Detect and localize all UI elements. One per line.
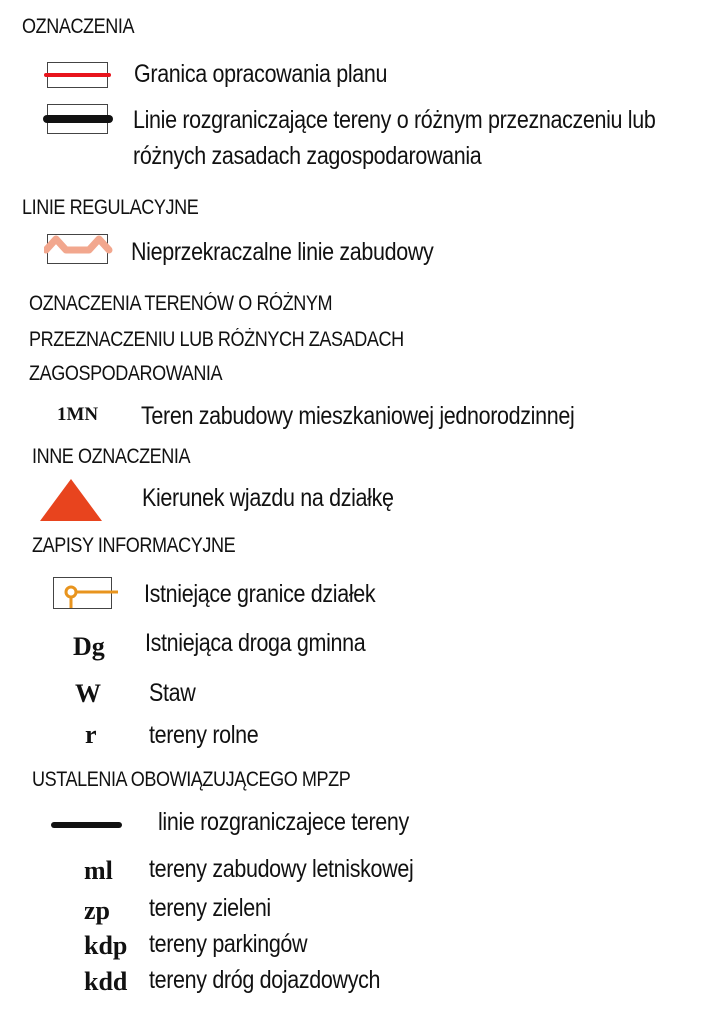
item-linie-mpzp: linie rozgraniczajece tereny <box>158 808 409 836</box>
code-r: r <box>85 720 97 749</box>
item-ml: tereny zabudowy letniskowej <box>149 855 414 883</box>
item-linie-rozgr-1: Linie rozgraniczające tereny o różnym przeznaczeniu lub <box>133 106 656 134</box>
section-tereny-line2: PRZEZNACZENIU LUB RÓŻNYCH ZASADACH <box>29 328 404 351</box>
item-teren-mn: Teren zabudowy mieszkaniowej jednorodzinnej <box>141 402 575 430</box>
dividing-line-symbol <box>47 104 108 134</box>
item-kdd: tereny dróg dojazdowych <box>149 966 381 994</box>
parcel-boundary-icon <box>54 578 120 610</box>
code-ml: ml <box>84 856 113 885</box>
code-kdd: kdd <box>84 967 128 996</box>
red-line-icon <box>44 73 111 77</box>
item-w: Staw <box>149 679 196 707</box>
item-linie-rozgr-2: różnych zasadach zagospodarowania <box>133 142 482 170</box>
plan-boundary-symbol <box>47 62 108 88</box>
mpzp-line-symbol <box>51 822 122 828</box>
section-linie-regulacyjne: LINIE REGULACYJNE <box>22 196 199 219</box>
item-kierunek: Kierunek wjazdu na działkę <box>142 484 394 512</box>
code-kdp: kdp <box>84 931 128 960</box>
code-zp: zp <box>84 896 110 925</box>
item-zp: tereny zieleni <box>149 894 271 922</box>
section-ustalenia: USTALENIA OBOWIĄZUJĄCEGO MPZP <box>32 768 351 791</box>
code-w: W <box>75 679 101 708</box>
entry-arrow-icon <box>38 477 104 523</box>
section-inne: INNE OZNACZENIA <box>32 445 191 468</box>
item-kdp: tereny parkingów <box>149 930 308 958</box>
item-granica: Granica opracowania planu <box>134 60 388 88</box>
parcel-boundary-symbol <box>53 577 112 609</box>
section-oznaczenia: OZNACZENIA <box>22 15 135 38</box>
item-nieprzekraczalne: Nieprzekraczalne linie zabudowy <box>131 238 434 266</box>
item-granice-dzialek: Istniejące granice działek <box>144 580 376 608</box>
section-tereny-line1: OZNACZENIA TERENÓW O RÓŻNYM <box>29 292 333 315</box>
code-dg: Dg <box>73 632 105 661</box>
section-zapisy: ZAPISY INFORMACYJNE <box>32 534 236 557</box>
building-line-icon <box>44 231 113 257</box>
code-1mn: 1MN <box>57 404 99 425</box>
building-line-symbol <box>47 234 108 264</box>
thick-black-line-icon <box>43 115 113 123</box>
item-dg: Istniejąca droga gminna <box>145 629 366 657</box>
section-tereny-line3: ZAGOSPODAROWANIA <box>29 362 223 385</box>
item-r: tereny rolne <box>149 721 259 749</box>
